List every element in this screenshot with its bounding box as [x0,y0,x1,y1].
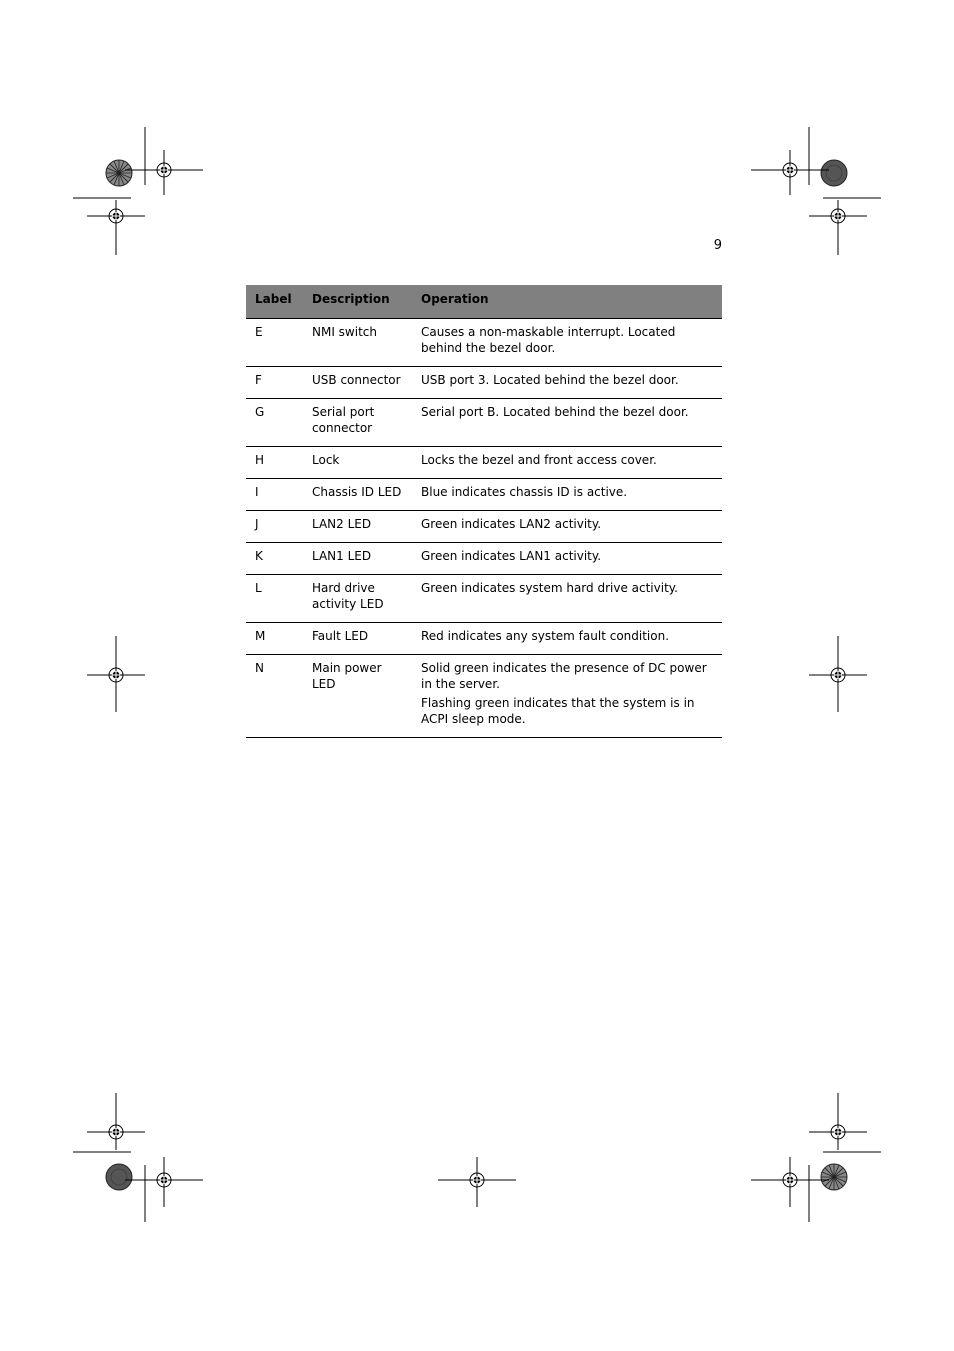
row-operation [412,399,722,447]
table-row [246,319,722,367]
color-wheel-icon [106,1164,132,1190]
row-operation [412,575,722,623]
row-label: K [246,543,303,575]
row-operation [412,479,722,511]
row-label: E [246,319,303,367]
page-number: 9 [713,238,722,253]
table-row [246,367,722,399]
row-operation [412,623,722,655]
row-description: Main power LED [303,655,412,738]
row-description: NMI switch [303,319,412,367]
table-row [246,655,722,738]
table-row [246,623,722,655]
table-row [246,479,722,511]
table-row [246,511,722,543]
table-body [246,319,722,738]
row-label: F [246,367,303,399]
row-description: USB connector [303,367,412,399]
color-wheel-icon [821,160,847,186]
row-description: LAN2 LED [303,511,412,543]
row-label: L [246,575,303,623]
row-description: Serial port connector [303,399,412,447]
row-description: LAN1 LED [303,543,412,575]
operation-text: Serial port B. Located behind the bezel door. [421,405,689,419]
operation-text: Green indicates LAN1 activity. [421,549,602,563]
row-label: N [246,655,303,738]
table-row [246,543,722,575]
row-description: Hard drive activity LED [303,575,412,623]
table-row [246,447,722,479]
operation-text: Green indicates LAN2 activity. [421,517,602,531]
operation-text: Red indicates any system fault condition. [421,629,670,643]
row-description: Lock [303,447,412,479]
header-label: Label [246,285,303,319]
color-wheel-icon [106,160,132,186]
operation-text: USB port 3. Located behind the bezel door. [421,373,679,387]
row-description: Fault LED [303,623,412,655]
row-label: I [246,479,303,511]
spec-table [246,285,722,738]
header-description: Description [303,285,412,319]
row-operation [412,511,722,543]
row-operation [412,447,722,479]
table-row [246,575,722,623]
operation-text: Blue indicates chassis ID is active. [421,485,628,499]
row-label: M [246,623,303,655]
header-operation: Operation [412,285,722,319]
operation-text: Solid green indicates the presence of DC power in the server. [421,661,707,691]
table-row [246,399,722,447]
row-label: H [246,447,303,479]
row-operation [412,543,722,575]
row-operation [412,655,722,738]
row-operation [412,319,722,367]
operation-text: Locks the bezel and front access cover. [421,453,657,467]
row-label: G [246,399,303,447]
operation-text: Green indicates system hard drive activity. [421,581,678,595]
operation-text: Causes a non-maskable interrupt. Located behind the bezel door. [421,325,676,355]
table-header-row [246,285,722,319]
row-description: Chassis ID LED [303,479,412,511]
row-label: J [246,511,303,543]
row-operation [412,367,722,399]
operation-text: Flashing green indicates that the system is in ACPI sleep mode. [421,696,695,726]
color-wheel-icon [821,1164,847,1190]
